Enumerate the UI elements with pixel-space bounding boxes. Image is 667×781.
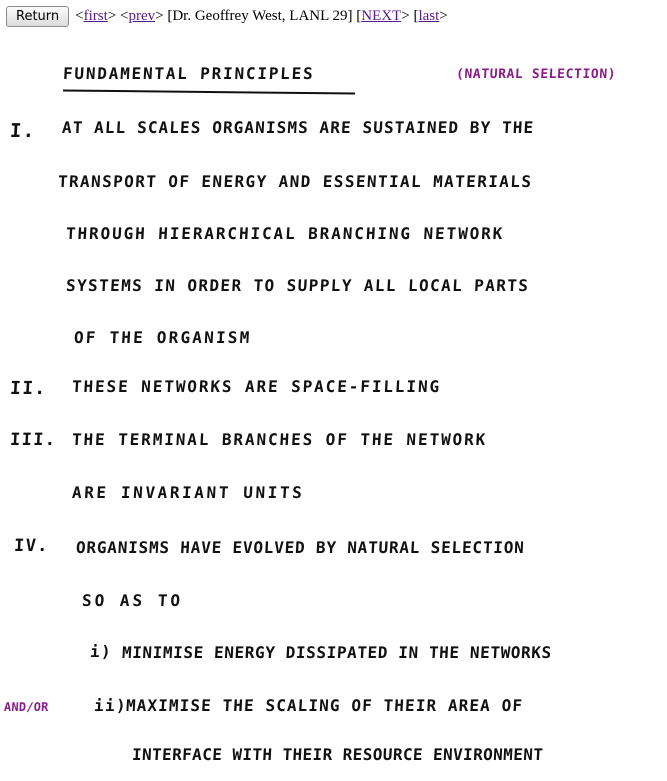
- principle-2-line-1: THESE NETWORKS ARE SPACE-FILLING: [71, 377, 442, 396]
- sub-item-2-marker: ii): [93, 696, 128, 715]
- first-link[interactable]: first: [83, 7, 108, 24]
- principle-1-line-1: AT ALL SCALES ORGANISMS ARE SUSTAINED BY THE: [61, 118, 535, 137]
- principle-1-line-4: SYSTEMS IN ORDER TO SUPPLY ALL LOCAL PARTS: [65, 276, 530, 295]
- sub-item-2-line-2: INTERFACE WITH THEIR RESOURCE ENVIRONMENT: [131, 745, 544, 764]
- prev-link[interactable]: prev: [128, 7, 156, 24]
- margin-note: AND/OR: [3, 700, 49, 714]
- title-underline: [63, 89, 355, 94]
- sub-item-2-line-1: MAXIMISE THE SCALING OF THEIR AREA OF: [125, 696, 524, 715]
- principle-4-line-2: SO AS TO: [81, 591, 184, 610]
- principle-1-line-2: TRANSPORT OF ENERGY AND ESSENTIAL MATERIALS: [57, 172, 533, 191]
- principle-3-line-2: ARE INVARIANT UNITS: [71, 483, 305, 502]
- prev-close-bracket: >: [155, 7, 164, 24]
- next-link[interactable]: NEXT: [361, 7, 402, 24]
- principle-3-numeral: III.: [9, 430, 58, 450]
- next-open-bracket: [: [356, 7, 362, 24]
- principle-1-line-5: OF THE ORGANISM: [73, 328, 252, 347]
- return-button[interactable]: Return: [6, 6, 69, 27]
- principle-2-numeral: II.: [9, 378, 48, 399]
- side-note: (NATURAL SELECTION): [455, 67, 617, 82]
- principle-1-numeral: I.: [9, 120, 37, 142]
- principle-3-line-1: THE TERMINAL BRANCHES OF THE NETWORK: [71, 430, 488, 449]
- first-close-bracket: >: [107, 7, 117, 24]
- last-open-bracket: [: [413, 7, 419, 24]
- principle-4-line-1: ORGANISMS HAVE EVOLVED BY NATURAL SELECTION: [75, 538, 526, 557]
- next-close-bracket: >: [401, 7, 410, 24]
- handwritten-slide: [0, 40, 667, 781]
- last-link[interactable]: last: [418, 7, 440, 24]
- prev-open-bracket: <: [120, 7, 129, 24]
- slide-title: FUNDAMENTAL PRINCIPLES: [62, 64, 316, 83]
- navigation-bar: [6, 5, 448, 27]
- last-close-bracket: >: [439, 7, 448, 24]
- sub-item-1-marker: i): [89, 642, 113, 661]
- lecture-label: [Dr. Geoffrey West, LANL 29]: [167, 7, 353, 24]
- principle-1-line-3: THROUGH HIERARCHICAL BRANCHING NETWORK: [65, 224, 505, 243]
- principle-4-numeral: IV.: [13, 536, 50, 556]
- sub-item-1-line-1: MINIMISE ENERGY DISSIPATED IN THE NETWORKS: [121, 643, 553, 662]
- first-open-bracket: <: [75, 7, 84, 24]
